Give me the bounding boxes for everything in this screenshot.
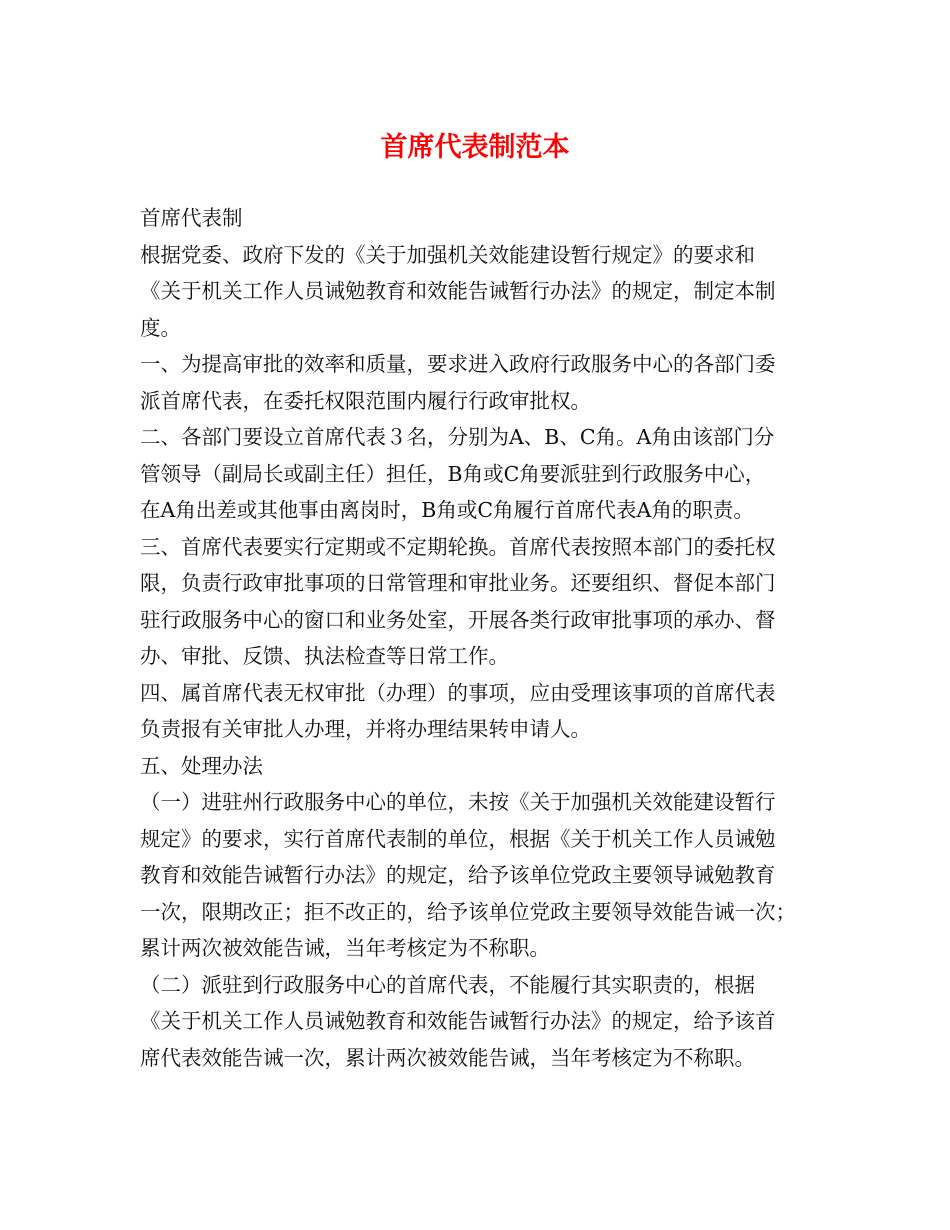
text-line: 在A角出差或其他事由离岗时，B角或C角履行首席代表A角的职责。 xyxy=(140,498,754,522)
text-line: 三、首席代表要实行定期或不定期轮换。首席代表按照本部门的委托权 xyxy=(140,534,776,559)
document-title: 首席代表制范本 xyxy=(380,132,570,163)
text-line: 累计两次被效能告诫，当年考核定为不称职。 xyxy=(140,936,550,960)
text-line: 限，负责行政审批事项的日常管理和审批业务。还要组织、督促本部门 xyxy=(140,571,776,595)
text-line: 《关于机关工作人员诫勉教育和效能告诫暂行办法》的规定，给予该首 xyxy=(140,1009,776,1033)
text-line: 席代表效能告诫一次，累计两次被效能告诫，当年考核定为不称职。 xyxy=(140,1045,755,1070)
text-line: 《关于机关工作人员诫勉教育和效能告诫暂行办法》的规定，制定本制 xyxy=(140,279,776,303)
text-line: 驻行政服务中心的窗口和业务处室，开展各类行政审批事项的承办、督 xyxy=(140,607,776,632)
text-line: 派首席代表，在委托权限范围内履行行政审批权。 xyxy=(140,388,591,413)
text-line: 规定》的要求，实行首席代表制的单位，根据《关于机关工作人员诫勉 xyxy=(140,826,776,851)
text-line: 教育和效能告诫暂行办法》的规定，给予该单位党政主要领导诫勉教育 xyxy=(140,863,776,887)
text-line: 二、各部门要设立首席代表３名，分别为A、B、C角。A角由该部门分 xyxy=(140,425,775,449)
text-line: 五、处理办法 xyxy=(140,753,263,778)
text-line: 办、审批、反馈、执法检查等日常工作。 xyxy=(140,644,509,668)
text-line: 度。 xyxy=(140,315,181,340)
text-line: 根据党委、政府下发的《关于加强机关效能建设暂行规定》的要求和 xyxy=(140,242,755,267)
text-line: 负责报有关审批人办理，并将办理结果转申请人。 xyxy=(140,717,591,741)
document-body xyxy=(140,200,820,1076)
text-line: 一、为提高审批的效率和质量，要求进入政府行政服务中心的各部门委 xyxy=(140,352,776,376)
text-line: （一）进驻州行政服务中心的单位，未按《关于加强机关效能建设暂行 xyxy=(140,790,776,814)
text-line: 首席代表制 xyxy=(140,206,243,230)
text-line: （二）派驻到行政服务中心的首席代表，不能履行其实职责的，根据 xyxy=(140,972,755,997)
text-line: 四、属首席代表无权审批（办理）的事项，应由受理该事项的首席代表 xyxy=(140,680,776,705)
text-line: 管领导（副局长或副主任）担任，B角或C角要派驻到行政服务中心， xyxy=(140,461,766,486)
text-line: 一次，限期改正；拒不改正的，给予该单位党政主要领导效能告诫一次； xyxy=(140,899,796,924)
